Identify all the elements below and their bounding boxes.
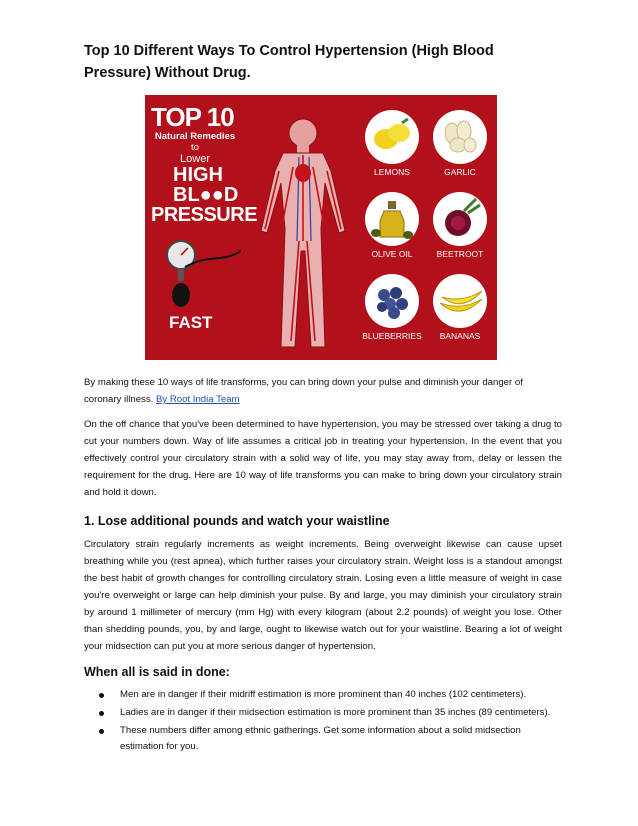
hero-image (145, 95, 497, 360)
food-label: BEETROOT (436, 249, 484, 259)
bullet-icon (99, 729, 104, 734)
intro-text: By making these 10 ways of life transforms, you can bring down your pulse and diminish your danger of coronary illness. (84, 377, 523, 405)
garlic-icon (432, 109, 488, 165)
hero-high-text: HIGH (173, 164, 223, 186)
hero-pressure-text: PRESSURE (151, 204, 258, 226)
food-item (427, 273, 493, 351)
section-2-heading: When all is said in done: (84, 665, 230, 679)
hero-lower-text: Lower (180, 153, 210, 165)
food-label: LEMONS (374, 167, 410, 177)
intro-paragraph (84, 374, 562, 408)
list-item-text: Men are in danger if their midriff estimation is more prominent than 40 inches (102 centimeters). (120, 689, 527, 700)
blood-pressure-gauge-icon (161, 237, 241, 317)
list-item (120, 723, 562, 755)
bullet-list (84, 687, 562, 755)
bananas-icon (432, 273, 488, 329)
list-item (120, 705, 562, 721)
hero-to-text: to (191, 142, 199, 153)
food-label: OLIVE OIL (371, 249, 413, 259)
author-link[interactable]: By Root India Team (155, 394, 240, 405)
paragraph-2: On the off chance that you've been determined to have hypertension, you may be stressed over taking a drug to cut your numbers down. Way of life assumes a critical job in treating your hypertension. In the event that you effectively control your circulatory strain with a solid way of life, you may stay away from, delay or lessen the requirement for the drug. Here are 10 way of life transforms you can make to bring down your circulatory strain and hold it down. (84, 419, 562, 498)
list-item (120, 687, 562, 703)
document-content (84, 40, 562, 757)
circulatory-system-figure-icon (253, 111, 353, 351)
section-1-heading: 1. Lose additional pounds and watch your waistline (84, 514, 390, 528)
document-title: Top 10 Different Ways To Control Hypertension (High Blood Pressure) Without Drug. (84, 43, 494, 81)
food-label: BLUEBERRIES (362, 331, 422, 341)
food-item (359, 191, 425, 269)
list-item-text: These numbers differ among ethnic gatherings. Get some information about a solid midsection estimation for you. (120, 725, 521, 752)
food-item (427, 191, 493, 269)
lemons-icon (364, 109, 420, 165)
food-item (427, 109, 493, 187)
bullet-icon (99, 693, 104, 698)
hero-fast-text: FAST (169, 313, 213, 332)
section-1-body: Circulatory strain regularly increments as weight increments. Being overweight likewise can cause upset breathing while you (rest apnea), which further raises your circulatory strain. Weight loss is a standout amongst the best habit of growth changes for controlling circulatory strain. Losing even a little measure of weight in case you're overweight or large can help diminish your pulse. By and large, you may diminish your circulatory strain by around 1 millimeter of mercury (mm Hg) with every kilogram (about 2.2 pounds) of weight you lose. Other than shedding pounds, you, by and large, ought to likewise watch out for your waistline. Bearing a lot of weight your midsection can put you at more serious danger of hypertension. (84, 539, 562, 652)
hero-natural-remedies-text: Natural Remedies (154, 131, 236, 142)
remedy-foods-grid (359, 109, 495, 349)
olive-oil-icon (364, 191, 420, 247)
hero-blood-text: BL●●D (173, 184, 239, 206)
blueberries-icon (364, 273, 420, 329)
food-item (359, 273, 425, 351)
hero-top10-text: TOP 10 (151, 102, 234, 132)
beetroot-icon (432, 191, 488, 247)
food-label: GARLIC (444, 167, 476, 177)
food-item (359, 109, 425, 187)
food-label: BANANAS (439, 331, 481, 341)
bullet-icon (99, 711, 104, 716)
list-item-text: Ladies are in danger if their midsection estimation is more prominent than 35 inches (89 centimeters). (120, 707, 551, 718)
